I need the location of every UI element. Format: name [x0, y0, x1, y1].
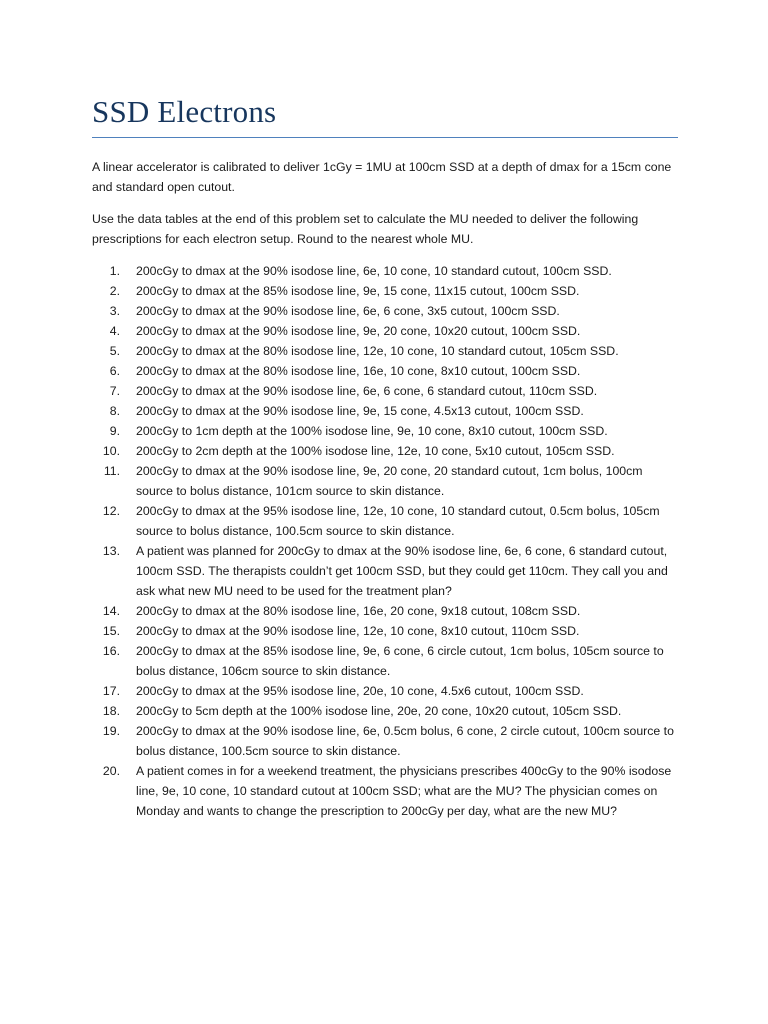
- problem-item: [92, 761, 682, 821]
- problem-item: [92, 281, 682, 301]
- problem-number: 11.: [103, 464, 120, 478]
- problem-item: [92, 641, 682, 681]
- problem-text: 200cGy to dmax at the 90% isodose line, 9e, 20 cone, 10x20 cutout, 100cm SSD.: [136, 324, 581, 338]
- problem-text: 200cGy to dmax at the 80% isodose line, 12e, 10 cone, 10 standard cutout, 105cm SSD.: [136, 344, 619, 358]
- problem-item: [92, 541, 682, 601]
- problem-item: [92, 361, 682, 381]
- problem-number: 1.: [109, 264, 120, 278]
- problem-number: 15.: [102, 624, 120, 638]
- title-divider: [92, 137, 678, 138]
- problem-text: 200cGy to 2cm depth at the 100% isodose line, 12e, 10 cone, 5x10 cutout, 105cm SSD.: [136, 444, 615, 458]
- document-body: [92, 157, 682, 821]
- problem-number: 5.: [109, 344, 120, 358]
- problem-text: 200cGy to dmax at the 85% isodose line, 9e, 6 cone, 6 circle cutout, 1cm bolus, 105cm source to bolus distance, 106cm source to skin distance.: [136, 644, 664, 678]
- problem-item: [92, 621, 682, 641]
- problem-text: 200cGy to dmax at the 90% isodose line, 6e, 10 cone, 10 standard cutout, 100cm SSD.: [136, 264, 612, 278]
- problem-item: [92, 461, 682, 501]
- problem-item: [92, 501, 682, 541]
- problem-text: 200cGy to dmax at the 80% isodose line, 16e, 20 cone, 9x18 cutout, 108cm SSD.: [136, 604, 581, 618]
- problem-number: 3.: [109, 304, 120, 318]
- problem-text: 200cGy to 5cm depth at the 100% isodose line, 20e, 20 cone, 10x20 cutout, 105cm SSD.: [136, 704, 622, 718]
- problem-number: 8.: [109, 404, 120, 418]
- problem-number: 16.: [102, 644, 120, 658]
- problem-number: 20.: [102, 764, 120, 778]
- problem-number: 9.: [109, 424, 120, 438]
- problem-number: 14.: [102, 604, 120, 618]
- problem-number: 10.: [102, 444, 120, 458]
- problem-text: 200cGy to dmax at the 90% isodose line, 6e, 6 cone, 3x5 cutout, 100cm SSD.: [136, 304, 560, 318]
- problem-number: 7.: [109, 384, 120, 398]
- problem-item: [92, 701, 682, 721]
- problem-item: [92, 441, 682, 461]
- problem-item: [92, 321, 682, 341]
- problem-item: [92, 381, 682, 401]
- problem-text: 200cGy to 1cm depth at the 100% isodose line, 9e, 10 cone, 8x10 cutout, 100cm SSD.: [136, 424, 608, 438]
- problem-number: 19.: [102, 724, 120, 738]
- problem-item: [92, 601, 682, 621]
- problem-number: 18.: [102, 704, 120, 718]
- problem-number: 13.: [102, 544, 120, 558]
- problem-list: [92, 261, 682, 821]
- problem-text: A patient comes in for a weekend treatment, the physicians prescribes 400cGy to the 90% isodose line, 9e, 10 cone, 10 standard cutout at 100cm SSD; what are the MU? The physician comes on Monday and wants to change the prescription to 200cGy per day, what are the new MU?: [136, 764, 672, 818]
- problem-text: 200cGy to dmax at the 90% isodose line, 12e, 10 cone, 8x10 cutout, 110cm SSD.: [136, 624, 580, 638]
- problem-number: 4.: [109, 324, 120, 338]
- problem-item: [92, 721, 682, 761]
- problem-number: 17.: [102, 684, 120, 698]
- problem-number: 12.: [102, 504, 120, 518]
- problem-text: 200cGy to dmax at the 90% isodose line, 9e, 20 cone, 20 standard cutout, 1cm bolus, 100cm source to bolus distance, 101cm source to skin distance.: [136, 464, 643, 498]
- intro-paragraph-instructions: Use the data tables at the end of this problem set to calculate the MU needed to deliver the following prescriptions for each electron setup. Round to the nearest whole MU.: [92, 212, 639, 246]
- problem-item: [92, 421, 682, 441]
- problem-text: 200cGy to dmax at the 95% isodose line, 12e, 10 cone, 10 standard cutout, 0.5cm bolus, 105cm source to bolus distance, 100.5cm source to skin distance.: [136, 504, 660, 538]
- problem-text: 200cGy to dmax at the 90% isodose line, 6e, 6 cone, 6 standard cutout, 110cm SSD.: [136, 384, 598, 398]
- problem-item: [92, 401, 682, 421]
- problem-text: 200cGy to dmax at the 80% isodose line, 16e, 10 cone, 8x10 cutout, 100cm SSD.: [136, 364, 581, 378]
- problem-number: 6.: [109, 364, 120, 378]
- problem-text: 200cGy to dmax at the 90% isodose line, 9e, 15 cone, 4.5x13 cutout, 100cm SSD.: [136, 404, 584, 418]
- problem-number: 2.: [109, 284, 120, 298]
- problem-item: [92, 341, 682, 361]
- problem-item: [92, 681, 682, 701]
- problem-item: [92, 301, 682, 321]
- problem-text: 200cGy to dmax at the 95% isodose line, 20e, 10 cone, 4.5x6 cutout, 100cm SSD.: [136, 684, 584, 698]
- page-title: SSD Electrons: [92, 94, 277, 129]
- problem-text: 200cGy to dmax at the 90% isodose line, 6e, 0.5cm bolus, 6 cone, 2 circle cutout, 100cm source to bolus distance, 100.5cm source to skin distance.: [136, 724, 674, 758]
- intro-paragraph-calibration: A linear accelerator is calibrated to deliver 1cGy = 1MU at 100cm SSD at a depth of dmax for a 15cm cone and standard open cutout.: [92, 160, 672, 194]
- problem-text: A patient was planned for 200cGy to dmax at the 90% isodose line, 6e, 6 cone, 6 standard cutout, 100cm SSD. The therapists couldn’t get 100cm SSD, but they could get 110cm. They call you and ask what new MU need to be used for the treatment plan?: [136, 544, 668, 598]
- problem-text: 200cGy to dmax at the 85% isodose line, 9e, 15 cone, 11x15 cutout, 100cm SSD.: [136, 284, 580, 298]
- problem-item: [92, 261, 682, 281]
